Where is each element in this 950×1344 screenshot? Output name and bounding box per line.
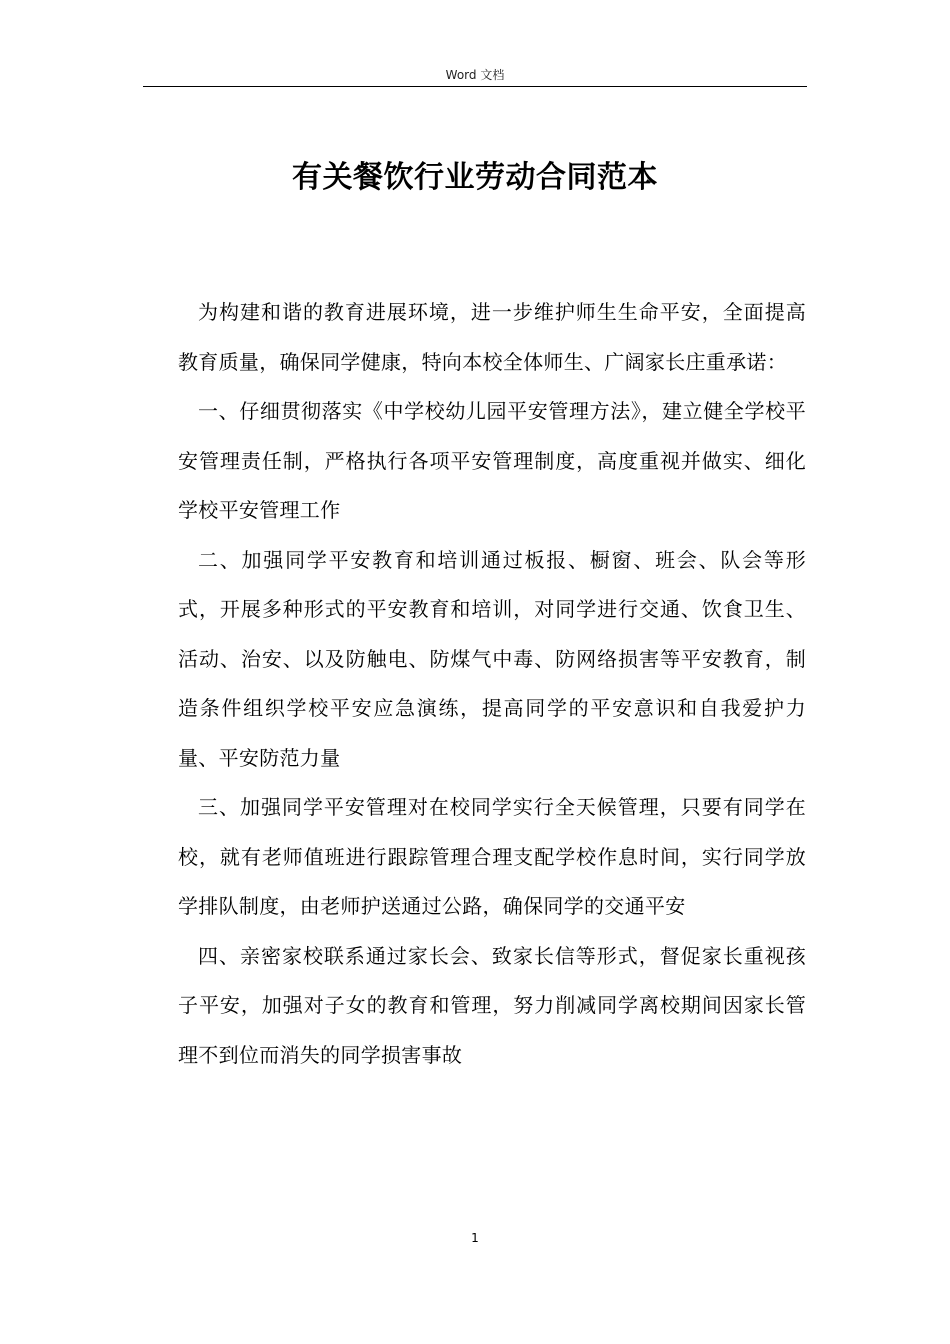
paragraph-item-3: 三、加强同学平安管理对在校同学实行全天候管理，只要有同学在校，就有老师值班进行跟踪管理合理支配学校作息时间，实行同学放学排队制度，由老师护送通过公路，确保同学的交通平安 xyxy=(178,795,806,918)
paragraph-item-1: 一、仔细贯彻落实《中学校幼儿园平安管理方法》，建立健全学校平安管理责任制，严格执行各项平安管理制度，高度重视并做实、细化学校平安管理工作 xyxy=(178,399,806,522)
page-number: 1 xyxy=(471,1231,479,1245)
paragraph-item-4: 四、亲密家校联系通过家长会、致家长信等形式，督促家长重视孩子平安，加强对子女的教育和管理，努力削减同学离校期间因家长管理不到位而消失的同学损害事故 xyxy=(178,943,806,1067)
document-body xyxy=(178,288,806,1080)
header-divider xyxy=(143,86,807,87)
page-header-label: Word 文档 xyxy=(445,68,505,82)
document-title: 有关餐饮行业劳动合同范本 xyxy=(292,160,658,195)
paragraph-item-2: 二、加强同学平安教育和培训通过板报、橱窗、班会、队会等形式，开展多种形式的平安教育和培训，对同学进行交通、饮食卫生、活动、治安、以及防触电、防煤气中毒、防网络损害等平安教育，制造条件组织学校平安应急演练，提高同学的平安意识和自我爱护力量、平安防范力量 xyxy=(178,547,806,770)
paragraph-intro: 为构建和谐的教育进展环境，进一步维护师生生命平安，全面提高教育质量，确保同学健康，特向本校全体师生、广阔家长庄重承诺： xyxy=(178,300,806,374)
